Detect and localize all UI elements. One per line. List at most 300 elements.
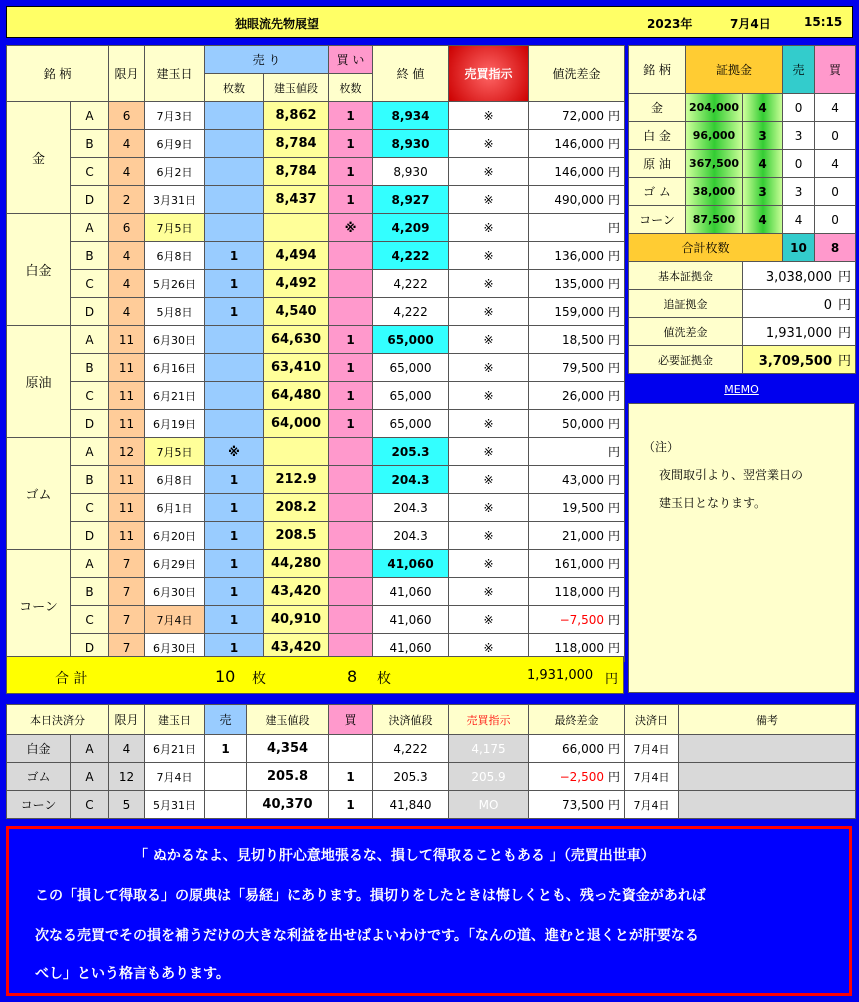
row-diff-unit: 円 (608, 249, 621, 263)
row-sell-count (205, 410, 264, 438)
total-row (6, 656, 624, 694)
col-month: 限月 (109, 46, 145, 102)
row-diff-unit: 円 (608, 473, 621, 487)
row-date: 5月26日 (145, 270, 205, 298)
row-date: 6月8日 (145, 466, 205, 494)
margin-row (629, 206, 856, 234)
row-key: B (71, 130, 109, 158)
total-sell: 10 (215, 667, 236, 686)
row-close: 41,060 (373, 606, 449, 634)
settle-col-note: 備考 (679, 705, 856, 735)
margin-row (629, 150, 856, 178)
margin-buy: 4 (815, 94, 856, 122)
total-sell-unit: 枚 (252, 671, 266, 687)
row-price: 43,420 (264, 578, 329, 606)
row-close: 41,060 (373, 578, 449, 606)
settle-buy: 1 (329, 763, 373, 791)
summary-unit: 円 (838, 354, 852, 369)
row-diff (529, 522, 625, 550)
summary-label: 必要証拠金 (629, 346, 743, 374)
table-row (7, 214, 625, 242)
memo-panel (628, 403, 855, 693)
table-row (7, 578, 625, 606)
row-month: 11 (109, 326, 145, 354)
row-month: 11 (109, 382, 145, 410)
row-price: 8,862 (264, 102, 329, 130)
row-price: 63,410 (264, 354, 329, 382)
row-sell-count (205, 102, 264, 130)
row-signal: ※ (449, 186, 529, 214)
summary-value: 1,931,000 (765, 326, 832, 341)
summary-value: 3,038,000 (765, 270, 832, 285)
row-close: 8,927 (373, 186, 449, 214)
margin-count: 4 (743, 94, 783, 122)
row-month: 2 (109, 186, 145, 214)
row-diff-value: 118,000 (554, 585, 605, 599)
row-close: 41,060 (373, 550, 449, 578)
margin-brand: ゴ ム (629, 178, 686, 206)
row-key: D (71, 634, 109, 662)
summary-label: 基本証拠金 (629, 262, 743, 290)
margin-col-amount: 証拠金 (686, 46, 783, 94)
row-diff-value: −7,500 (559, 613, 605, 627)
row-month: 6 (109, 214, 145, 242)
row-date: 7月5日 (145, 438, 205, 466)
settle-buy: 1 (329, 791, 373, 819)
row-diff-value: 136,000 (554, 249, 605, 263)
row-sell-count: 1 (205, 634, 264, 662)
row-close: 65,000 (373, 326, 449, 354)
settle-month: 12 (109, 763, 145, 791)
row-buy-count (329, 606, 373, 634)
row-buy-count (329, 550, 373, 578)
table-row (7, 550, 625, 578)
row-signal: ※ (449, 158, 529, 186)
row-signal: ※ (449, 494, 529, 522)
page-title: 独眼流先物展望 (235, 17, 320, 31)
settle-final-unit: 円 (607, 742, 620, 756)
row-signal: ※ (449, 550, 529, 578)
title-bar (6, 6, 853, 38)
row-diff (529, 438, 625, 466)
settle-final (529, 763, 625, 791)
table-row (7, 186, 625, 214)
row-diff (529, 102, 625, 130)
settle-key: C (71, 791, 109, 819)
settle-col-brand: 本日決済分 (7, 705, 109, 735)
table-row (7, 382, 625, 410)
row-key: C (71, 606, 109, 634)
row-buy-count (329, 522, 373, 550)
settle-settle-date: 7月4日 (625, 735, 679, 763)
group-name: コーン (7, 550, 71, 662)
row-month: 4 (109, 298, 145, 326)
row-date: 6月21日 (145, 382, 205, 410)
settle-brand: ゴム (7, 763, 71, 791)
margin-total-row (629, 234, 856, 262)
settle-col-date: 建玉日 (145, 705, 205, 735)
margin-summary-row (629, 262, 856, 290)
margin-brand: 白 金 (629, 122, 686, 150)
row-diff-unit: 円 (608, 613, 621, 627)
row-month: 7 (109, 550, 145, 578)
row-signal: ※ (449, 130, 529, 158)
group-name: 金 (7, 102, 71, 214)
row-price: 8,784 (264, 158, 329, 186)
settle-date: 7月4日 (145, 763, 205, 791)
row-sell-count (205, 130, 264, 158)
table-row (7, 522, 625, 550)
summary-value: 0 (823, 298, 832, 313)
summary-unit: 円 (838, 270, 852, 285)
row-diff (529, 410, 625, 438)
row-diff (529, 326, 625, 354)
row-date: 6月20日 (145, 522, 205, 550)
settle-month: 4 (109, 735, 145, 763)
row-diff (529, 606, 625, 634)
row-date: 7月3日 (145, 102, 205, 130)
row-diff-unit: 円 (608, 417, 621, 431)
table-row (7, 438, 625, 466)
col-price: 建玉値段 (264, 74, 329, 102)
row-month: 7 (109, 634, 145, 662)
row-diff-value: 146,000 (554, 165, 605, 179)
row-signal: ※ (449, 298, 529, 326)
row-date: 6月16日 (145, 354, 205, 382)
settle-buy (329, 735, 373, 763)
row-diff-value: 159,000 (554, 305, 605, 319)
col-buy: 買 い (329, 46, 373, 74)
memo-link[interactable]: MEMO (724, 383, 759, 396)
settle-col-final: 最終差金 (529, 705, 625, 735)
row-date: 6月30日 (145, 326, 205, 354)
settle-note (679, 735, 856, 763)
row-key: D (71, 522, 109, 550)
row-month: 7 (109, 606, 145, 634)
settle-signal: 4,175 (449, 735, 529, 763)
quote-line-3: べし」という格言もあります。 (35, 966, 230, 982)
row-month: 6 (109, 102, 145, 130)
col-close: 終 値 (373, 46, 449, 102)
row-diff (529, 382, 625, 410)
settle-settle-price: 41,840 (373, 791, 449, 819)
settle-key: A (71, 735, 109, 763)
row-buy-count (329, 242, 373, 270)
row-signal: ※ (449, 634, 529, 662)
row-price: 4,492 (264, 270, 329, 298)
row-sell-count: 1 (205, 494, 264, 522)
row-signal: ※ (449, 354, 529, 382)
settle-row (7, 763, 856, 791)
row-date: 6月30日 (145, 578, 205, 606)
row-price: 8,784 (264, 130, 329, 158)
row-diff-unit: 円 (608, 109, 621, 123)
row-diff-unit: 円 (608, 361, 621, 375)
summary-value-cell (743, 346, 856, 374)
row-diff-unit: 円 (608, 641, 621, 655)
row-price: 64,630 (264, 326, 329, 354)
row-close: 4,222 (373, 270, 449, 298)
row-diff-unit: 円 (608, 529, 621, 543)
row-price: 208.5 (264, 522, 329, 550)
settle-final-unit: 円 (607, 798, 620, 812)
row-diff (529, 578, 625, 606)
row-key: B (71, 578, 109, 606)
quote-line-2: 次なる売買でその損を補うだけの大きな利益を出せばよいわけです。「なんの道、進むと退くとが肝要なる (35, 928, 699, 944)
settle-price: 205.8 (247, 763, 329, 791)
summary-value-cell (743, 318, 856, 346)
row-close: 41,060 (373, 634, 449, 662)
row-signal: ※ (449, 242, 529, 270)
memo-line-2: 建玉日となります。 (659, 496, 767, 510)
margin-summary-row (629, 318, 856, 346)
margin-amount: 204,000 (686, 94, 743, 122)
margin-amount: 367,500 (686, 150, 743, 178)
header-year: 2023年 (647, 17, 693, 31)
row-diff-value: 19,500 (562, 501, 605, 515)
total-buy-unit: 枚 (377, 671, 391, 687)
margin-sell: 0 (783, 150, 815, 178)
row-diff-unit: 円 (608, 165, 621, 179)
row-month: 4 (109, 158, 145, 186)
row-month: 12 (109, 438, 145, 466)
summary-value-cell (743, 262, 856, 290)
settle-signal: 205.9 (449, 763, 529, 791)
margin-row (629, 178, 856, 206)
row-sell-count (205, 382, 264, 410)
row-signal: ※ (449, 410, 529, 438)
settle-date: 6月21日 (145, 735, 205, 763)
row-key: B (71, 242, 109, 270)
settle-col-signal: 売買指示 (449, 705, 529, 735)
quote-line-1: この「損して得取る」の原典は「易経」にあります。損切りをしたときは悔しくとも、残った資金があれば (35, 888, 706, 904)
settle-price: 4,354 (247, 735, 329, 763)
summary-unit: 円 (838, 326, 852, 341)
row-sell-count: 1 (205, 466, 264, 494)
row-close: 65,000 (373, 382, 449, 410)
table-row (7, 270, 625, 298)
row-close: 65,000 (373, 410, 449, 438)
row-diff-value: 79,500 (562, 361, 605, 375)
settle-brand: コーン (7, 791, 71, 819)
row-key: B (71, 466, 109, 494)
row-month: 4 (109, 242, 145, 270)
row-diff-value: 50,000 (562, 417, 605, 431)
row-diff-unit: 円 (608, 333, 621, 347)
group-name: 白金 (7, 214, 71, 326)
row-date: 6月1日 (145, 494, 205, 522)
row-buy-count: 1 (329, 326, 373, 354)
row-key: C (71, 158, 109, 186)
row-close: 4,222 (373, 298, 449, 326)
row-diff-value: 72,000 (562, 109, 605, 123)
row-close: 4,209 (373, 214, 449, 242)
settle-price: 40,370 (247, 791, 329, 819)
row-diff-value: 146,000 (554, 137, 605, 151)
settle-settle-price: 205.3 (373, 763, 449, 791)
row-buy-count: 1 (329, 130, 373, 158)
row-diff-value: 490,000 (554, 193, 605, 207)
row-signal: ※ (449, 326, 529, 354)
row-price (264, 214, 329, 242)
table-row (7, 466, 625, 494)
row-buy-count: 1 (329, 382, 373, 410)
margin-total-sell: 10 (783, 234, 815, 262)
col-sell: 売 り (205, 46, 329, 74)
row-diff (529, 270, 625, 298)
row-key: D (71, 298, 109, 326)
settle-final-unit: 円 (607, 770, 620, 784)
row-price: 64,000 (264, 410, 329, 438)
margin-buy: 0 (815, 178, 856, 206)
margin-buy: 4 (815, 150, 856, 178)
row-price: 64,480 (264, 382, 329, 410)
row-signal: ※ (449, 102, 529, 130)
margin-buy: 0 (815, 206, 856, 234)
row-close: 204.3 (373, 522, 449, 550)
row-month: 11 (109, 522, 145, 550)
total-diff: 1,931,000 (527, 668, 594, 683)
margin-col-sell: 売 (783, 46, 815, 94)
settle-sell (205, 763, 247, 791)
row-key: D (71, 186, 109, 214)
row-buy-count (329, 578, 373, 606)
row-diff-value: 21,000 (562, 529, 605, 543)
margin-sell: 3 (783, 122, 815, 150)
summary-value-cell (743, 290, 856, 318)
margin-col-buy: 買 (815, 46, 856, 94)
row-close: 4,222 (373, 242, 449, 270)
col-diff: 値洗差金 (529, 46, 625, 102)
row-key: A (71, 438, 109, 466)
row-sell-count (205, 158, 264, 186)
row-price: 8,437 (264, 186, 329, 214)
row-diff-value: 118,000 (554, 641, 605, 655)
settlement-table (6, 704, 856, 819)
margin-total-buy: 8 (815, 234, 856, 262)
table-row (7, 158, 625, 186)
row-diff-unit: 円 (608, 137, 621, 151)
margin-summary-row (629, 346, 856, 374)
row-signal: ※ (449, 606, 529, 634)
table-row (7, 102, 625, 130)
col-sell-count: 枚数 (205, 74, 264, 102)
row-signal: ※ (449, 270, 529, 298)
row-buy-count (329, 298, 373, 326)
group-name: ゴム (7, 438, 71, 550)
row-sell-count: 1 (205, 578, 264, 606)
margin-row (629, 122, 856, 150)
row-key: A (71, 550, 109, 578)
row-key: A (71, 326, 109, 354)
col-date: 建玉日 (145, 46, 205, 102)
col-signal: 売買指示 (449, 46, 529, 102)
row-buy-count (329, 270, 373, 298)
row-sell-count: 1 (205, 606, 264, 634)
row-close: 65,000 (373, 354, 449, 382)
row-date: 6月8日 (145, 242, 205, 270)
row-month: 4 (109, 270, 145, 298)
row-signal: ※ (449, 438, 529, 466)
quote-headline: 「 ぬかるなよ、見切り肝心意地張るな、損して得取ることもある 」（売買出世車） (134, 848, 655, 864)
row-month: 11 (109, 410, 145, 438)
row-diff (529, 214, 625, 242)
table-row (7, 606, 625, 634)
settle-col-sell: 売 (205, 705, 247, 735)
row-diff-unit: 円 (608, 501, 621, 515)
row-buy-count: 1 (329, 410, 373, 438)
settle-final-value: −2,500 (559, 770, 604, 784)
margin-sell: 0 (783, 94, 815, 122)
row-diff (529, 354, 625, 382)
row-sell-count: 1 (205, 270, 264, 298)
summary-value: 3,709,500 (758, 354, 832, 369)
settle-settle-price: 4,222 (373, 735, 449, 763)
memo-link-bar (628, 376, 855, 403)
summary-label: 追証拠金 (629, 290, 743, 318)
table-row (7, 494, 625, 522)
settle-final-value: 73,500 (561, 798, 604, 812)
total-unit: 円 (605, 672, 619, 687)
row-price: 44,280 (264, 550, 329, 578)
row-month: 4 (109, 130, 145, 158)
row-sell-count: 1 (205, 550, 264, 578)
row-key: A (71, 214, 109, 242)
row-signal: ※ (449, 382, 529, 410)
col-buy-count: 枚数 (329, 74, 373, 102)
margin-col-brand: 銘 柄 (629, 46, 686, 94)
row-diff (529, 466, 625, 494)
row-price: 208.2 (264, 494, 329, 522)
row-buy-count: ※ (329, 214, 373, 242)
row-date: 6月2日 (145, 158, 205, 186)
row-diff-value: 161,000 (554, 557, 605, 571)
settle-col-buy: 買 (329, 705, 373, 735)
margin-count: 3 (743, 122, 783, 150)
row-diff-value: 135,000 (554, 277, 605, 291)
summary-unit: 円 (838, 298, 852, 313)
settle-final (529, 735, 625, 763)
settle-signal: MO (449, 791, 529, 819)
row-close: 8,934 (373, 102, 449, 130)
margin-brand: コーン (629, 206, 686, 234)
margin-buy: 0 (815, 122, 856, 150)
row-close: 204.3 (373, 466, 449, 494)
row-key: B (71, 354, 109, 382)
row-close: 205.3 (373, 438, 449, 466)
margin-amount: 87,500 (686, 206, 743, 234)
settle-note (679, 791, 856, 819)
row-diff-unit: 円 (608, 221, 621, 235)
settle-row (7, 791, 856, 819)
row-price (264, 438, 329, 466)
row-diff-unit: 円 (608, 305, 621, 319)
header-time: 15:15 (804, 15, 843, 29)
row-date: 7月5日 (145, 214, 205, 242)
row-buy-count (329, 438, 373, 466)
row-signal: ※ (449, 578, 529, 606)
row-date: 7月4日 (145, 606, 205, 634)
settle-date: 5月31日 (145, 791, 205, 819)
margin-count: 4 (743, 150, 783, 178)
row-key: C (71, 494, 109, 522)
row-sell-count: ※ (205, 438, 264, 466)
row-diff-unit: 円 (608, 389, 621, 403)
row-sell-count: 1 (205, 522, 264, 550)
row-sell-count (205, 214, 264, 242)
margin-row (629, 94, 856, 122)
settle-month: 5 (109, 791, 145, 819)
